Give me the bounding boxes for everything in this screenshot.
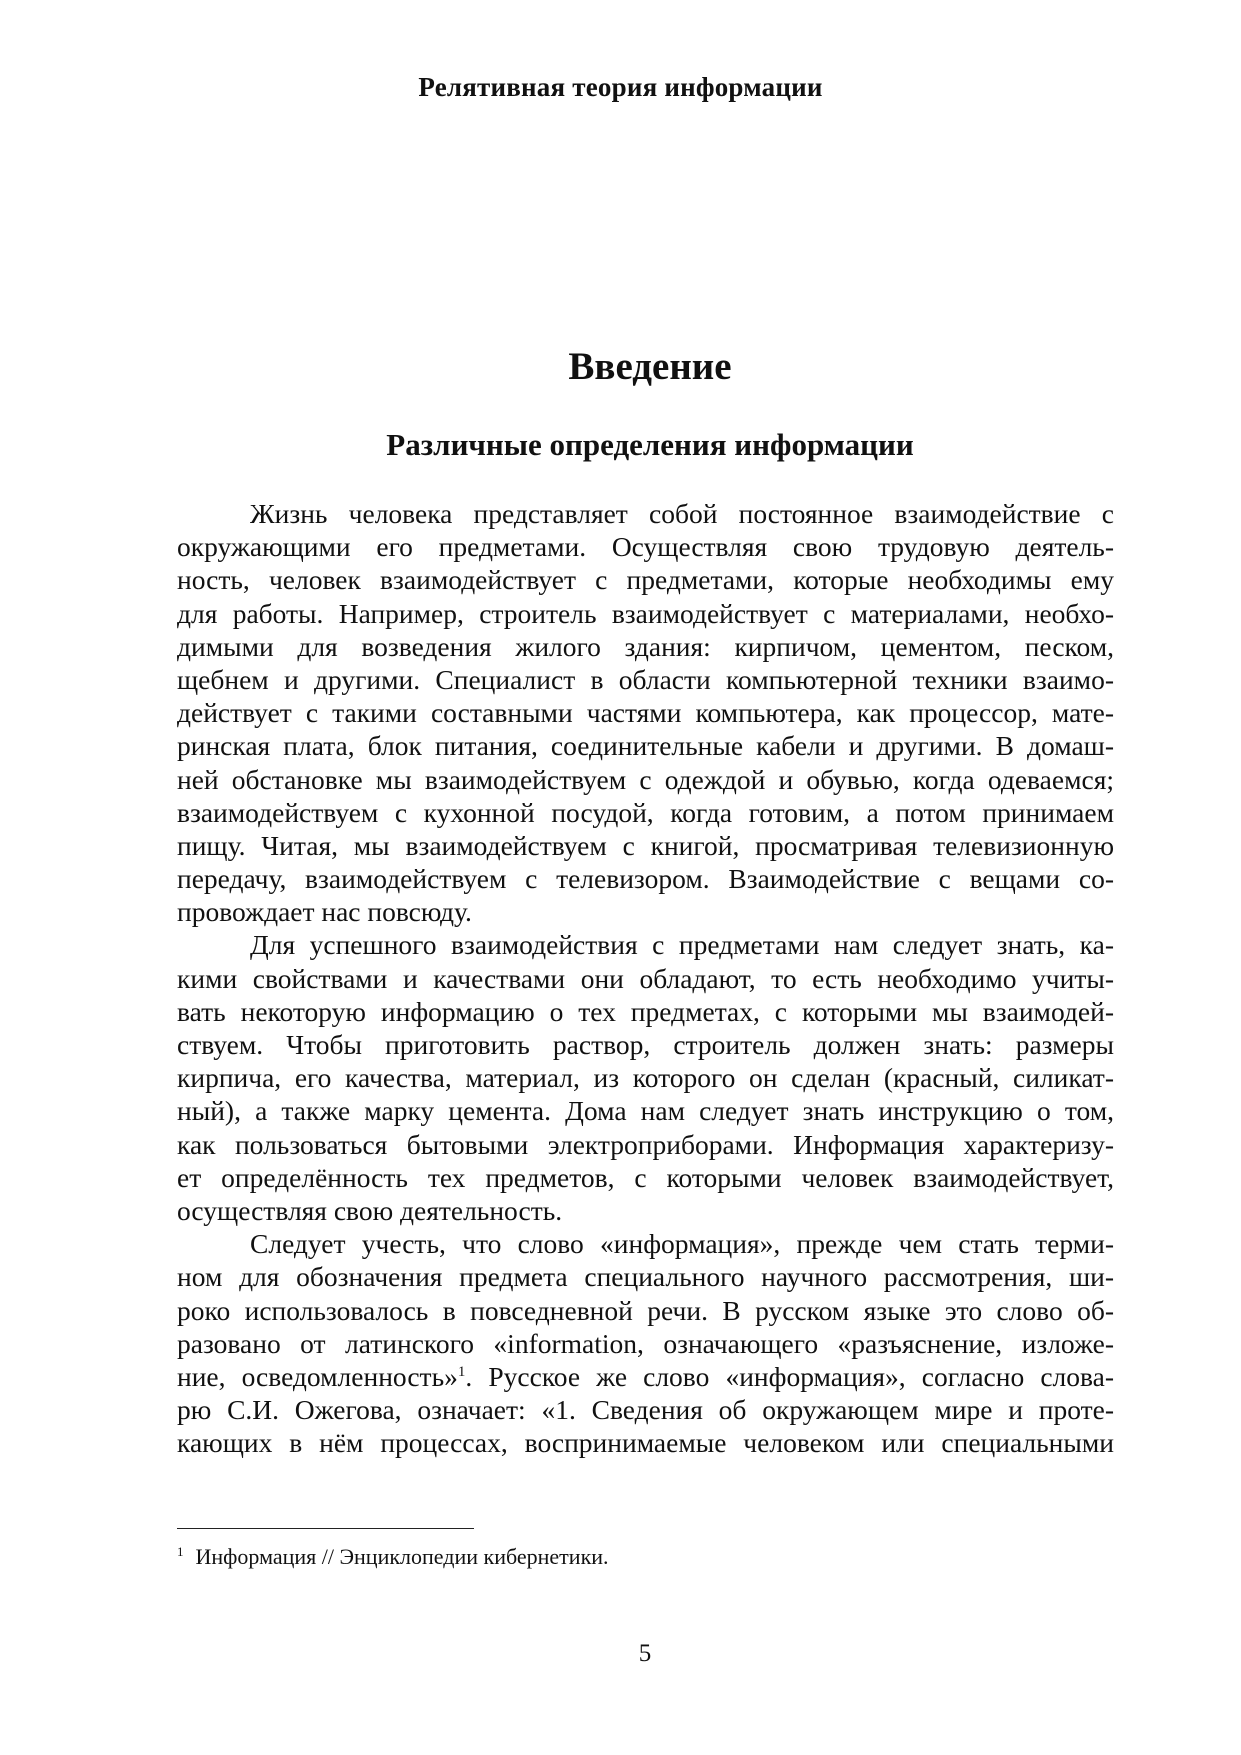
page-number: 5 <box>638 1640 652 1667</box>
body-text <box>177 497 1114 1459</box>
paragraph-1-line: действует с такими составными частями компьютера, как процессор, мате- <box>177 697 1114 729</box>
paragraph-2-line: кирпича, его качества, материал, из которого он сделан (красный, силикат- <box>177 1062 1114 1094</box>
paragraph-2-line: вать некоторую информацию о тех предметах, с которыми мы взаимодей- <box>177 995 1114 1027</box>
paragraph-3-line-with-footnote <box>177 1360 1114 1393</box>
paragraph-3-line: кающих в нём процессах, воспринимаемые человеком или специальными <box>177 1427 1114 1459</box>
paragraph-2-line: ный), а также марку цемента. Дома нам следует знать инструкцию о том, <box>177 1095 1114 1127</box>
running-header: Релятивная теория информации <box>418 72 823 102</box>
paragraph-3-line: роко использовалось в повседневной речи. В русском языке это слово об- <box>177 1294 1114 1326</box>
paragraph-1-line: Жизнь человека представляет собой постоянное взаимодействие с <box>250 498 1114 529</box>
footnote <box>177 1542 609 1572</box>
paragraph-2-line: ет определённость тех предметов, с которыми человек взаимодействует, <box>177 1161 1114 1193</box>
section-title: Различные определения информации <box>386 427 914 462</box>
footnote-reference[interactable]: 1 <box>457 1363 466 1380</box>
paragraph-1-line: окружающими его предметами. Осуществляя свою трудовую деятель- <box>177 531 1114 563</box>
paragraph-3-line-part: ние, осведомленность» <box>177 1360 458 1392</box>
paragraph-1-line: ней обстановке мы взаимодействуем с одеждой и обувью, когда одеваемся; <box>177 763 1114 795</box>
paragraph-2-line: осуществляя свою деятельность. <box>177 1194 563 1226</box>
footnote-divider <box>177 1528 474 1529</box>
paragraph-2-line: как пользоваться бытовыми электроприборами. Информация характеризу- <box>177 1128 1114 1160</box>
paragraph-1-line: димыми для возведения жилого здания: кирпичом, цементом, песком, <box>177 630 1114 662</box>
paragraph-1-line: ность, человек взаимодействует с предметами, которые необходимы ему <box>177 564 1114 596</box>
paragraph-3-line: ном для обозначения предмета специального научного рассмотрения, ши- <box>177 1261 1114 1293</box>
footnote-text: Информация // Энциклопедии кибернетики. <box>195 1544 609 1569</box>
paragraph-3-line: рю С.И. Ожегова, означает: «1. Сведения об окружающем мире и проте- <box>177 1394 1114 1426</box>
paragraph-1-line: передачу, взаимодействуем с телевизором. Взаимодействие с вещами со- <box>177 863 1114 895</box>
chapter-title: Введение <box>568 345 732 388</box>
paragraph-1-line: ринская плата, блок питания, соединительные кабели и другими. В домаш- <box>177 730 1114 762</box>
paragraph-1-line: провождает нас повсюду. <box>177 896 472 928</box>
paragraph-3-line: разовано от латинского «information, означающего «разъяснение, изложе- <box>177 1327 1114 1359</box>
paragraph-1-line: щебнем и другими. Специалист в области компьютерной техники взаимо- <box>177 663 1114 695</box>
paragraph-2-line: ствуем. Чтобы приготовить раствор, строитель должен знать: размеры <box>177 1029 1114 1060</box>
paragraph-1-line: пищу. Читая, мы взаимодействуем с книгой, просматривая телевизионную <box>177 829 1114 861</box>
paragraph-1-line: взаимодействуем с кухонной посудой, когда готовим, а потом принимаем <box>177 796 1114 828</box>
paragraph-3-line: Следует учесть, что слово «информация», прежде чем стать терми- <box>250 1228 1114 1260</box>
paragraph-1-line: для работы. Например, строитель взаимодействует с материалами, необхо- <box>177 597 1114 629</box>
footnote-mark: 1 <box>177 1543 184 1559</box>
paragraph-2-line: кими свойствами и качествами они обладают, то есть необходимо учиты- <box>177 962 1114 994</box>
paragraph-3-line-part: . Русское же слово «информация», согласно слова- <box>465 1360 1114 1392</box>
paragraph-2-line: Для успешного взаимодействия с предметами нам следует знать, ка- <box>250 929 1114 961</box>
